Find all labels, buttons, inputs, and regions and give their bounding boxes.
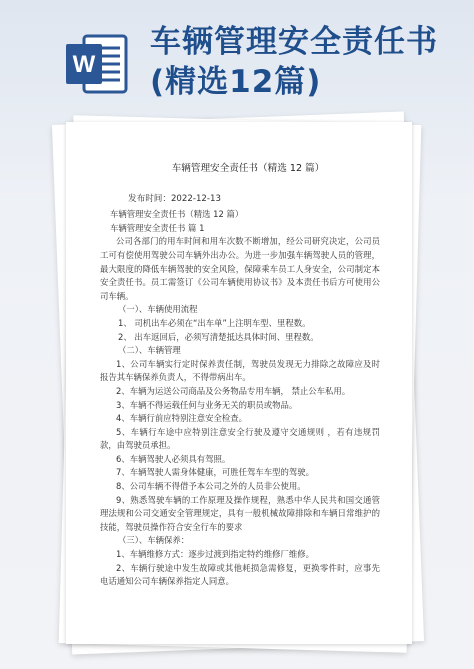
section-heading: （二）、车辆管理 [118,345,181,356]
section-heading: （三）、车辆保养： [118,535,190,546]
list-item: 8、公司车辆不得借予本公司之外的人员非公使用。 [116,481,306,492]
word-icon [66,34,128,94]
document-title: 车辆管理安全责任书（精选 12 篇） [171,163,325,174]
list-item: 1、公司车辆实行定时保养责任制，驾驶员发现无力排除之故障应及时报告其车辆保养负责人，不得带病出车。 [100,358,380,383]
document-subtitle: 车辆管理安全责任书（精选 12 篇） [110,209,244,220]
list-item: 6、车辆驾驶人必须具有驾照。 [116,453,231,464]
list-item: 1、 司机出车必须在“出车单”上注明车型、里程数。 [118,317,311,328]
list-item: 2、车辆行驶途中发生故障或其他耗损急需修复，更换零件时，应事先电话通知公司车辆保养指定人同意。 [100,562,380,587]
list-item: 2、车辆为运送公司商品及公务物品专用车辆， 禁止公车私用。 [116,385,351,396]
publish-date: 发布时间：2022-12-13 [128,193,221,204]
paragraph: 公司各部门的用车时间和用车次数不断增加，经公司研究决定，公司员工可有偿使用驾驶公司车辆外出办公。为进一步加强车辆驾驶人员的管理，最大限度的降低车辆驾驶的安全风险，保障乘车员工人身安全，公司制定本安全责任书。员工需签订《公司车辆使用协议书》及本责任书后方可使用公司车辆。 [100,236,380,301]
list-item: 3、车辆不得运载任何与业务无关的职员或物品。 [116,399,298,410]
svg-text:W: W [72,51,96,78]
list-item: 7、车辆驾驶人需身体健康，可胜任驾车车型的驾驶。 [116,467,314,478]
header [0,0,474,120]
document-page [66,122,412,644]
list-item: 1、车辆维修方式：逐步过渡到指定特约维修厂维修。 [116,549,314,560]
page-title: 车辆管理安全责任书(精选12篇) [150,24,438,100]
list-item: 2、 出车返回后，必须写清楚抵达具体时间、里程数。 [118,331,319,342]
list-item: 4、车辆行前应特别注意安全检查。 [116,413,247,424]
section-heading: （一）、车辆使用流程 [118,304,198,315]
list-item: 5、车辆行车途中应特别注意安全行驶及遵守交通规则 ，若有违规罚款，由驾驶员承担。 [100,426,380,451]
list-item: 9、熟悉驾驶车辆的工作原理及操作规程，熟悉中华人民共和国交通管理法规和公司交通安全管理规定，具有一般机械故障排除和车辆日常维护的技能，驾驶员操作符合安全行车的要求 [100,494,380,532]
section-heading: 车辆管理安全责任书 篇 1 [110,222,205,233]
